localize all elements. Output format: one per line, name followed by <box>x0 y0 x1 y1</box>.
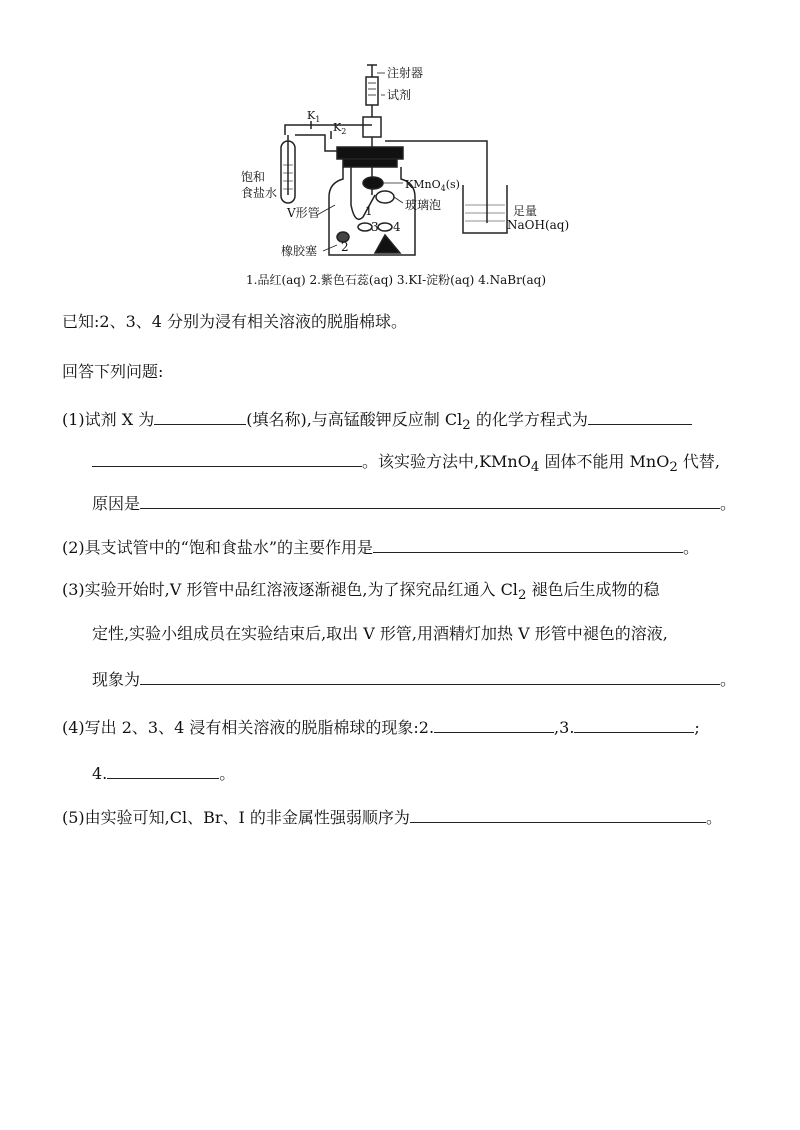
q3-line2: 定性,实验小组成员在实验结束后,取出 V 形管,用酒精灯加热 V 形管中褪色的溶液, <box>92 624 668 643</box>
q1-line3: 原因是 。 <box>92 494 737 513</box>
label-kmno4: KMnO$_4$(s) <box>405 178 460 193</box>
apparatus-diagram <box>225 55 570 295</box>
label-naoh-2: NaOH(aq) <box>507 218 570 232</box>
label-naoh-1: 足量 <box>513 204 538 218</box>
q1-blank-equation-b[interactable] <box>92 450 362 467</box>
q1-blank-reagent[interactable] <box>154 408 246 425</box>
q4-line2: 4. 。 <box>92 764 236 783</box>
answer-prompt: 回答下列问题: <box>62 362 164 381</box>
q1-line2: 。该实验方法中,KMnO$_4$ 固体不能用 MnO$_2$ 代替, <box>92 450 720 478</box>
label-k1: $K_1$ <box>307 109 321 124</box>
known-text: 已知:2、3、4 分别为浸有相关溶液的脱脂棉球。 <box>62 312 408 331</box>
naoh-beaker <box>463 185 507 233</box>
q1-blank-reason[interactable] <box>140 492 720 509</box>
label-reagent: 试剂 <box>387 88 412 102</box>
label-glass-bubble: 玻璃泡 <box>405 198 442 212</box>
label-saturated-2: 食盐水 <box>241 186 278 200</box>
label-n1: 1 <box>365 204 373 218</box>
q4-line1: (4)写出 2、3、4 浸有相关溶液的脱脂棉球的现象:2. ,3. ; <box>62 718 700 737</box>
q4-blank-2[interactable] <box>434 716 554 733</box>
label-n3: 3 <box>371 220 379 234</box>
label-saturated-1: 饱和 <box>241 170 266 184</box>
bottle-stopper <box>337 147 403 159</box>
q5-blank[interactable] <box>410 806 706 823</box>
q3-blank[interactable] <box>140 668 720 685</box>
q4-blank-3[interactable] <box>574 716 694 733</box>
label-rubber-stopper: 橡胶塞 <box>281 244 318 258</box>
q3-line1: (3)实验开始时,V 形管中品红溶液逐渐褪色,为了探究品红通入 $Cl_2$ 褪色后生成物的稳 <box>62 580 660 604</box>
label-v-tube: V形管 <box>287 206 320 220</box>
q3-line3: 现象为 。 <box>92 670 737 689</box>
q2-blank[interactable] <box>373 536 683 553</box>
label-n4: 4 <box>393 220 401 234</box>
q1-line1: (1)试剂 X 为 (填名称),与高锰酸钾反应制 $Cl_2$ 的化学方程式为 <box>62 408 692 436</box>
q4-blank-4[interactable] <box>107 762 219 779</box>
diagram-caption: 1.品红(aq) 2.紫色石蕊(aq) 3.KI-淀粉(aq) 4.NaBr(aq) <box>246 273 547 287</box>
label-n2: 2 <box>341 240 349 254</box>
label-k2: $K_2$ <box>333 121 347 136</box>
kmno4-solid <box>363 177 383 189</box>
q5-line: (5)由实验可知,Cl、Br、I 的非金属性强弱顺序为 。 <box>62 808 722 827</box>
label-syringe: 注射器 <box>387 66 424 80</box>
q2-line: (2)具支试管中的“饱和食盐水”的主要作用是 。 <box>62 538 700 557</box>
syringe-barrel <box>366 77 378 105</box>
glass-bubble <box>376 191 394 203</box>
q1-blank-equation-a[interactable] <box>588 408 692 425</box>
